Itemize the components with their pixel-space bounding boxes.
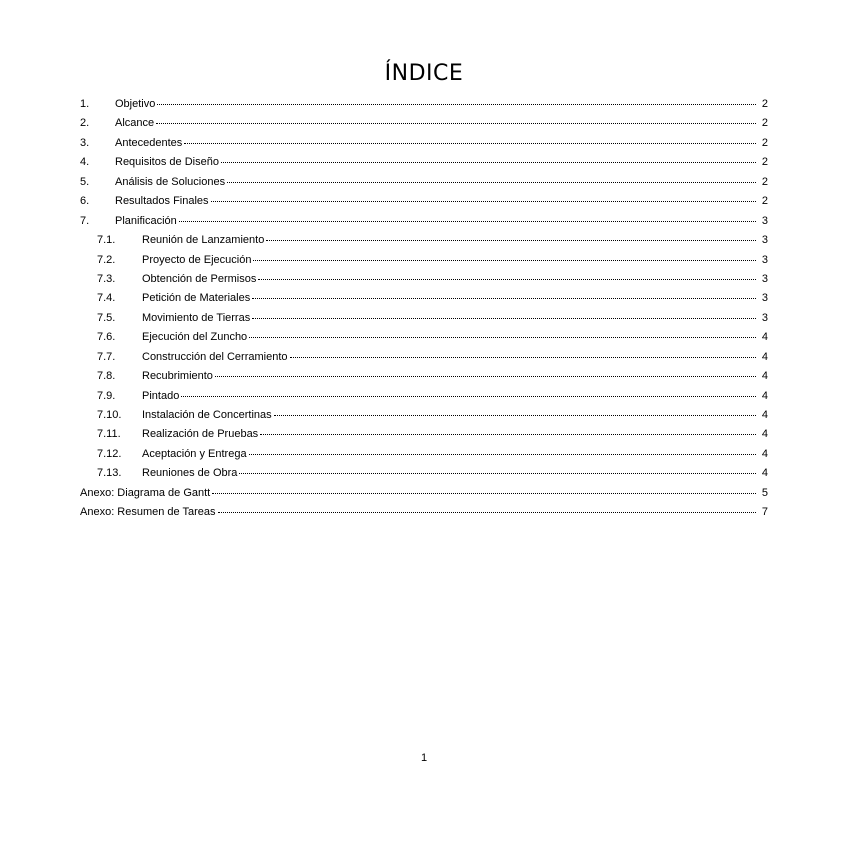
toc-entry[interactable]: [80, 95, 768, 114]
toc-entry-label: Objetivo: [115, 98, 156, 110]
toc-subentry[interactable]: [80, 251, 768, 270]
dot-leader: [184, 134, 756, 144]
toc-entry-label: Reuniones de Obra: [142, 467, 238, 480]
dot-leader: [239, 464, 756, 474]
dot-leader: [253, 251, 756, 261]
dot-leader: [249, 328, 756, 338]
toc-subentry[interactable]: [80, 289, 768, 308]
toc-entry-label: Realización de Pruebas: [142, 428, 259, 441]
toc-subentry[interactable]: [80, 464, 768, 483]
dot-leader: [227, 173, 756, 183]
toc-subentry[interactable]: [80, 367, 768, 386]
toc-entry[interactable]: [80, 212, 768, 231]
toc-entry-page: 5: [761, 486, 768, 499]
toc-subentry[interactable]: [80, 445, 768, 464]
page-number: 1: [420, 752, 428, 764]
toc-entry-label: Anexo: Diagrama de Gantt: [80, 486, 211, 499]
dot-leader: [266, 231, 756, 241]
toc-entry-label: Anexo: Resumen de Tareas: [80, 506, 216, 519]
toc-entry-number: 7.7.: [97, 350, 116, 363]
toc-entry-page: 3: [761, 253, 768, 266]
toc-entry-number: 7.: [80, 214, 90, 227]
toc-entry-label: Requisitos de Diseño: [115, 156, 219, 169]
dot-leader: [249, 445, 756, 455]
toc-entry[interactable]: [80, 192, 768, 211]
toc-entry-page: 3: [761, 292, 768, 305]
toc-entry[interactable]: [80, 114, 768, 133]
toc-entry-page: 3: [761, 272, 768, 285]
toc-subentry[interactable]: [80, 406, 768, 425]
table-of-contents: [80, 95, 768, 523]
toc-entry-number: 7.2.: [97, 253, 116, 266]
toc-entry-label: Pintado: [142, 389, 180, 402]
toc-entry-page: 3: [761, 311, 768, 324]
toc-entry-page: 4: [761, 447, 768, 460]
toc-entry-page: 4: [761, 389, 768, 402]
dot-leader: [252, 309, 756, 319]
toc-entry-page: 7: [761, 506, 768, 519]
toc-entry[interactable]: [80, 173, 768, 192]
toc-entry-label: Obtención de Permisos: [142, 272, 257, 285]
toc-entry-page: 4: [761, 331, 768, 344]
toc-entry-label: Planificación: [115, 214, 177, 227]
toc-entry-number: 5.: [80, 175, 90, 188]
dot-leader: [211, 192, 756, 202]
toc-entry-number: 7.12.: [97, 447, 122, 460]
toc-subentry[interactable]: [80, 270, 768, 289]
toc-entry-number: 7.9.: [97, 389, 116, 402]
dot-leader: [252, 289, 756, 299]
toc-entry[interactable]: [80, 153, 768, 172]
toc-entry-label: Ejecución del Zuncho: [142, 331, 248, 344]
toc-entry[interactable]: [80, 134, 768, 153]
toc-subentry[interactable]: [80, 231, 768, 250]
toc-entry-label: Instalación de Concertinas: [142, 409, 272, 421]
toc-entry-page: 4: [761, 409, 768, 421]
dot-leader: [181, 387, 756, 397]
toc-annex-entry[interactable]: [80, 484, 768, 503]
dot-leader: [290, 348, 756, 358]
toc-entry-page: 3: [761, 234, 768, 247]
toc-entry-number: 3.: [80, 136, 90, 149]
toc-entry-label: Recubrimiento: [142, 370, 213, 383]
dot-leader: [156, 114, 756, 124]
dot-leader: [157, 95, 756, 105]
toc-entry-page: 4: [761, 467, 768, 480]
toc-subentry[interactable]: [80, 387, 768, 406]
toc-entry-label: Petición de Materiales: [142, 292, 251, 305]
dot-leader: [212, 484, 756, 494]
toc-entry-label: Análisis de Soluciones: [115, 175, 226, 188]
toc-subentry[interactable]: [80, 425, 768, 444]
toc-entry-number: 7.13.: [97, 467, 122, 480]
toc-entry-label: Resultados Finales: [115, 195, 209, 208]
toc-entry-label: Proyecto de Ejecución: [142, 253, 252, 266]
toc-entry-label: Construcción del Cerramiento: [142, 350, 288, 363]
toc-entry-number: 7.4.: [97, 292, 116, 305]
toc-entry-page: 2: [761, 98, 768, 110]
toc-entry-number: 2.: [80, 117, 90, 130]
dot-leader: [260, 425, 756, 435]
toc-entry-number: 7.5.: [97, 311, 116, 324]
toc-subentry[interactable]: [80, 309, 768, 328]
dot-leader: [258, 270, 756, 280]
dot-leader: [218, 503, 756, 513]
toc-entry-label: Alcance: [115, 117, 155, 130]
toc-entry-page: 4: [761, 350, 768, 363]
toc-entry-page: 3: [761, 214, 768, 227]
toc-entry-number: 7.8.: [97, 370, 116, 383]
toc-subentry[interactable]: [80, 348, 768, 367]
toc-entry-page: 4: [761, 370, 768, 383]
toc-entry-page: 2: [761, 175, 768, 188]
toc-entry-number: 7.3.: [97, 272, 116, 285]
toc-entry-page: 2: [761, 136, 768, 149]
dot-leader: [221, 153, 756, 163]
toc-entry-page: 2: [761, 117, 768, 130]
toc-entry-number: 4.: [80, 156, 90, 169]
toc-entry-label: Reunión de Lanzamiento: [142, 234, 265, 247]
toc-entry-label: Antecedentes: [115, 136, 183, 149]
toc-entry-number: 7.1.: [97, 234, 116, 247]
toc-entry-number: 1.: [80, 98, 90, 110]
toc-entry-page: 2: [761, 195, 768, 208]
dot-leader: [274, 406, 756, 416]
toc-entry-number: 7.11.: [97, 428, 121, 441]
toc-entry-label: Movimiento de Tierras: [142, 311, 251, 324]
toc-entry-label: Aceptación y Entrega: [142, 447, 247, 460]
toc-entry-number: 6.: [80, 195, 90, 208]
dot-leader: [179, 212, 756, 222]
toc-subentry[interactable]: [80, 328, 768, 347]
dot-leader: [215, 367, 756, 377]
page-title: ÍNDICE: [384, 61, 464, 86]
toc-annex-entry[interactable]: [80, 503, 768, 522]
toc-entry-number: 7.6.: [97, 331, 116, 344]
toc-entry-page: 2: [761, 156, 768, 169]
toc-entry-page: 4: [761, 428, 768, 441]
toc-entry-number: 7.10.: [97, 409, 122, 421]
